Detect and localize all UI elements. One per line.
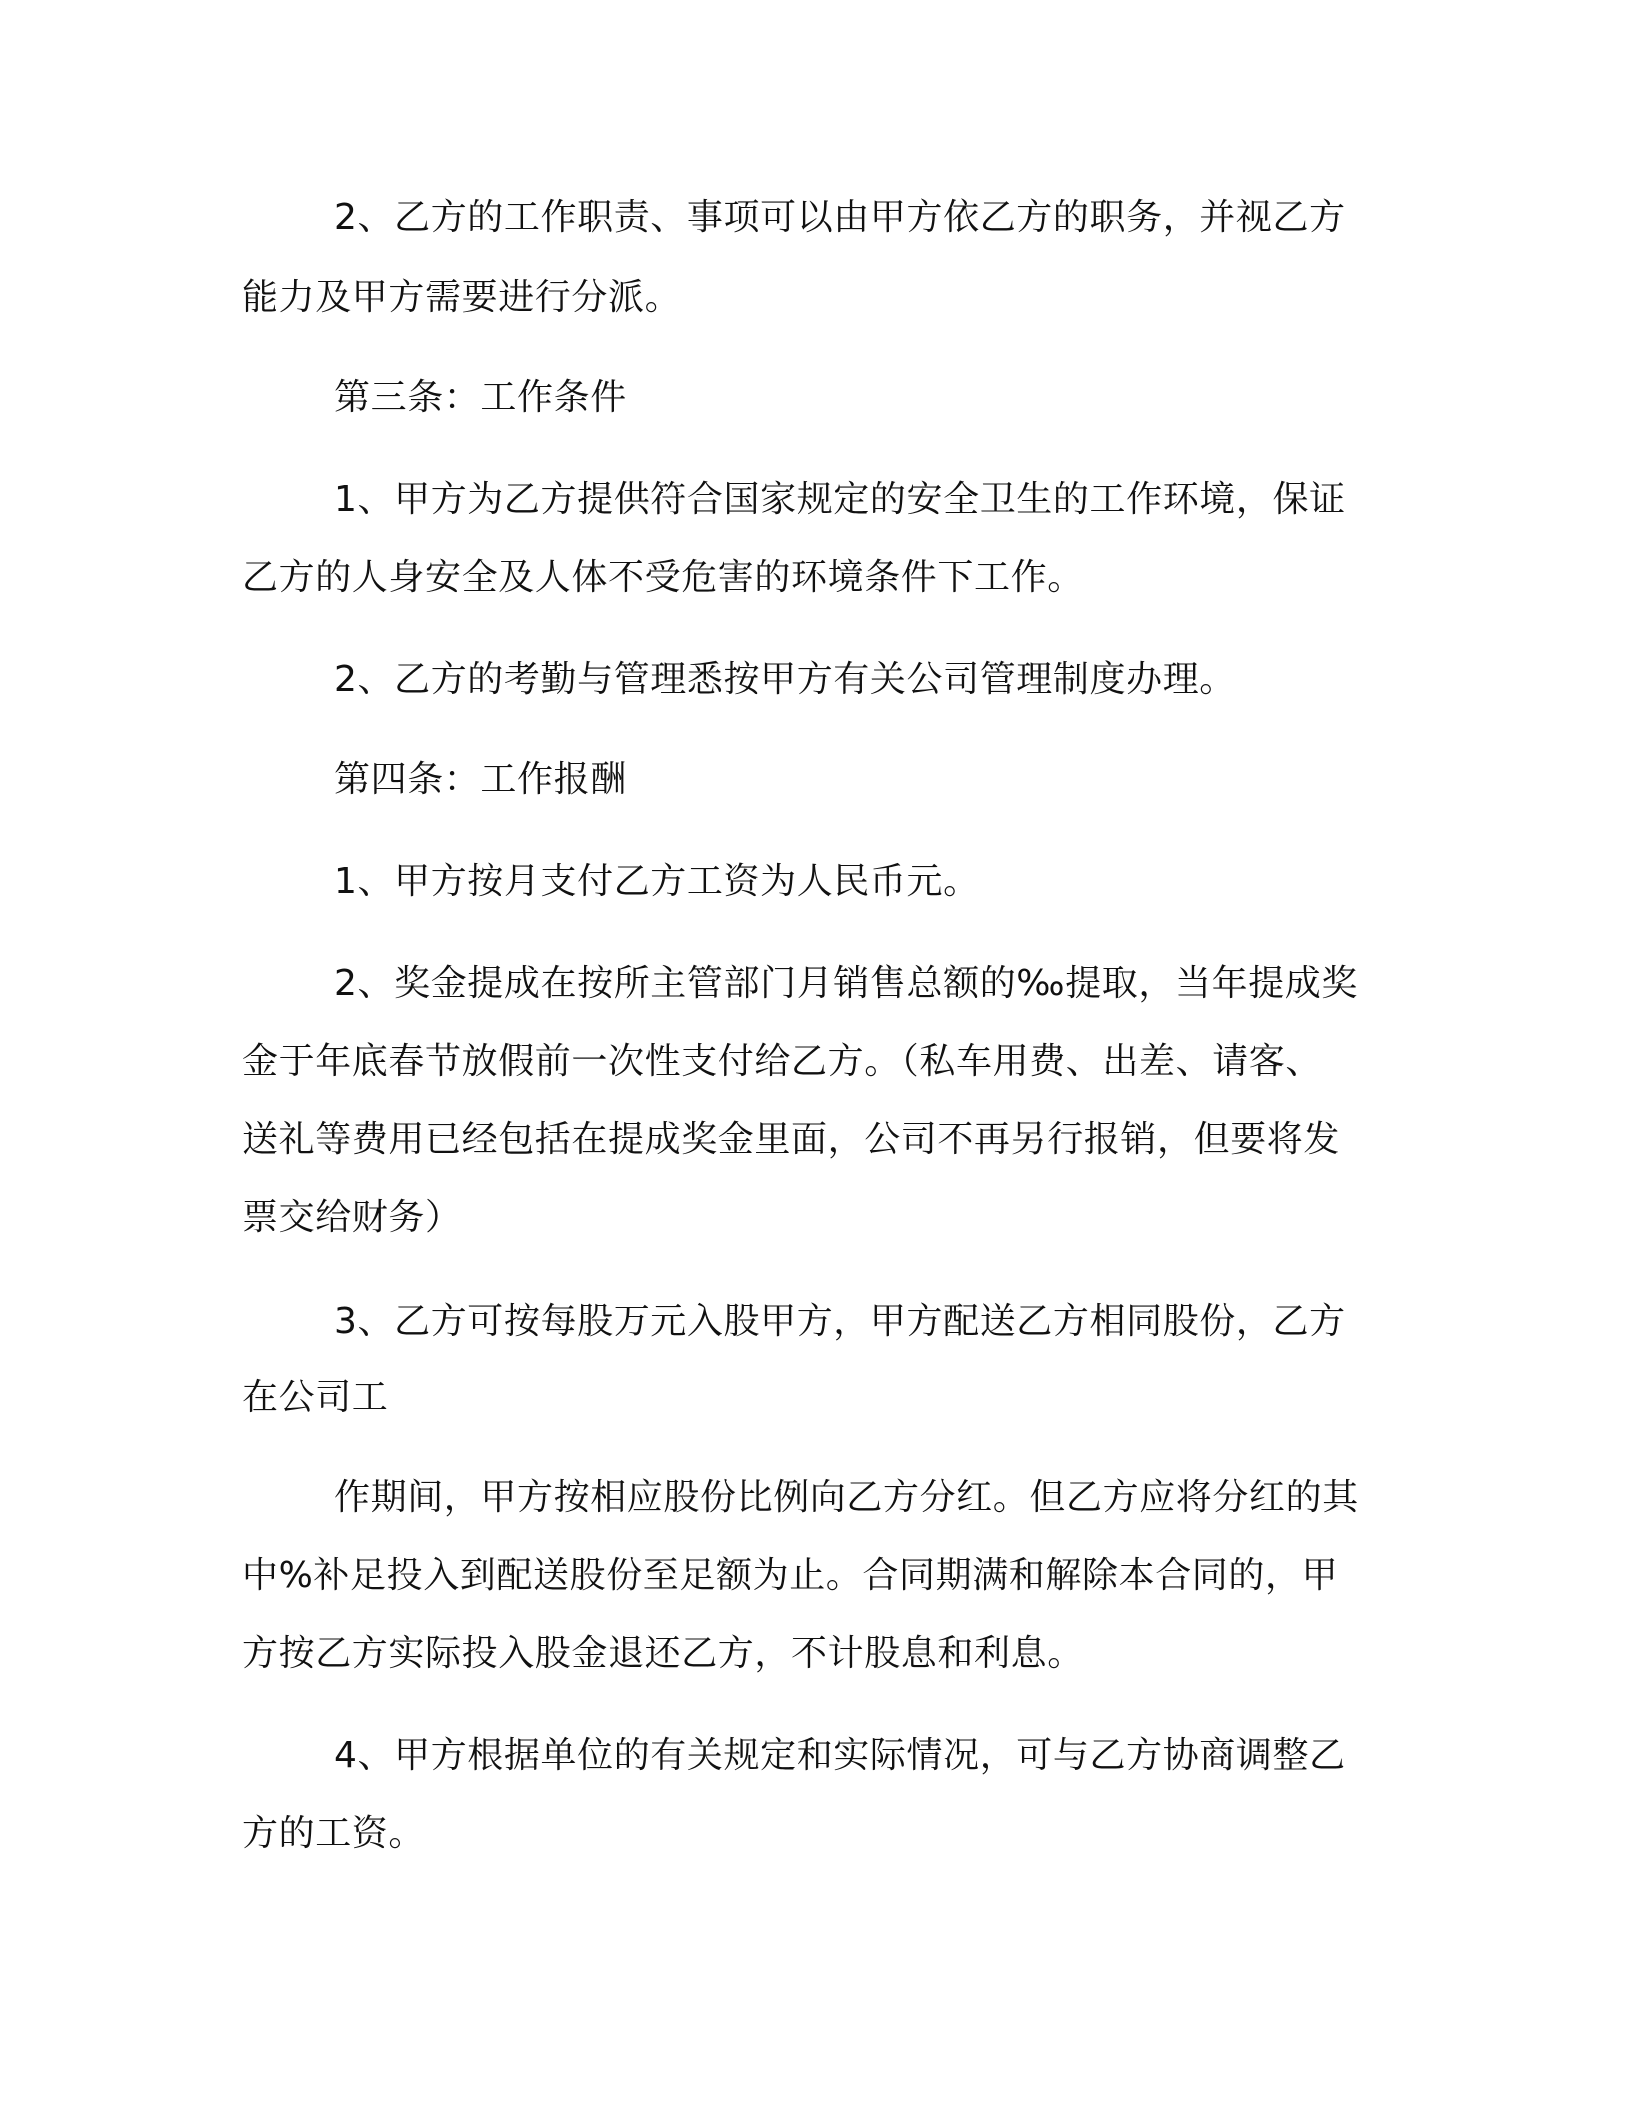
article-4-clause-2-line-1: 2、奖金提成在按所主管部门月销售总额的‰提取，当年提成奖 — [334, 963, 1359, 1004]
article-4-clause-4-line-1: 4、甲方根据单位的有关规定和实际情况，可与乙方协商调整乙 — [334, 1735, 1346, 1776]
clause-2-duties-line-2: 能力及甲方需要进行分派。 — [242, 277, 682, 318]
article-3-clause-2: 2、乙方的考勤与管理悉按甲方有关公司管理制度办理。 — [334, 659, 1236, 700]
article-4-clause-2-line-4: 票交给财务） — [242, 1197, 462, 1238]
article-4-clause-3-line-2: 在公司工 — [242, 1377, 389, 1418]
article-4-clause-4-line-2: 方的工资。 — [242, 1813, 426, 1854]
article-4-clause-3-cont-line-1: 作期间，甲方按相应股份比例向乙方分红。但乙方应将分红的其 — [334, 1477, 1359, 1518]
article-4-clause-3-cont-line-2: 中%补足投入到配送股份至足额为止。合同期满和解除本合同的，甲 — [242, 1555, 1339, 1596]
article-4-clause-3-cont-line-3: 方按乙方实际投入股金退还乙方，不计股息和利息。 — [242, 1633, 1084, 1674]
article-3-clause-1-line-1: 1、甲方为乙方提供符合国家规定的安全卫生的工作环境，保证 — [334, 479, 1346, 520]
article-4-heading: 第四条：工作报酬 — [334, 759, 627, 800]
article-4-clause-1: 1、甲方按月支付乙方工资为人民币元。 — [334, 861, 980, 902]
article-3-heading: 第三条：工作条件 — [334, 377, 627, 418]
article-4-clause-3-line-1: 3、乙方可按每股万元入股甲方，甲方配送乙方相同股份，乙方 — [334, 1301, 1346, 1342]
article-4-clause-2-line-2: 金于年底春节放假前一次性支付给乙方。（私车用费、出差、请客、 — [242, 1041, 1323, 1082]
article-3-clause-1-line-2: 乙方的人身安全及人体不受危害的环境条件下工作。 — [242, 557, 1084, 598]
clause-2-duties-line-1: 2、乙方的工作职责、事项可以由甲方依乙方的职务，并视乙方 — [334, 197, 1346, 238]
article-4-clause-2-line-3: 送礼等费用已经包括在提成奖金里面，公司不再另行报销，但要将发 — [242, 1119, 1341, 1160]
